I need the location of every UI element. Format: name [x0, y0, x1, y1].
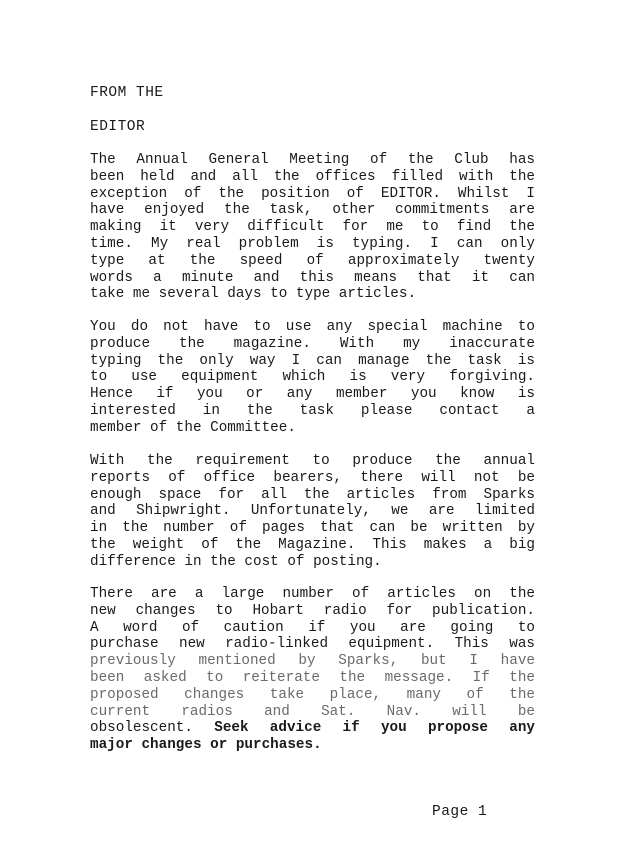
heading-editor: EDITOR: [90, 119, 146, 135]
text-obsolescent: obsolescent.: [90, 720, 193, 737]
text-line: and Shipwright. Unfortunately, we are limited: [90, 503, 535, 520]
text-line: to use equipment which is very forgiving.: [90, 369, 535, 386]
text-line: words a minute and this means that it can: [90, 269, 535, 286]
text-line: the weight of the Magazine. This makes a big: [90, 536, 535, 553]
text-line: Hence if you or any member you know is: [90, 386, 535, 403]
text-line: produce the magazine. With my inaccurate: [90, 335, 535, 352]
text-line: reports of office bearers, there will not be: [90, 469, 535, 486]
text-line: typing the only way I can manage the task is: [90, 352, 535, 369]
text-line: enough space for all the articles from Sparks: [90, 486, 535, 503]
text-line: With the requirement to produce the annual: [90, 453, 535, 469]
text-line: current radios and Sat. Nav. will be: [90, 703, 535, 720]
text-line: making it very difficult for me to find the: [90, 219, 535, 236]
heading-from-the: FROM THE: [90, 85, 164, 101]
text-line: The Annual General Meeting of the Club has: [90, 152, 535, 168]
text-line: previously mentioned by Sparks, but I have: [90, 653, 535, 670]
text-line-mixed: [90, 720, 535, 737]
text-line: been held and all the offices filled with the: [90, 168, 535, 185]
paragraph-agm: [90, 152, 535, 303]
text-line: take me several days to type articles.: [90, 286, 417, 303]
text-line: purchase new radio-linked equipment. This was: [90, 636, 535, 653]
text-line: type at the speed of approximately twenty: [90, 252, 535, 269]
text-line: exception of the position of EDITOR. Whilst I: [90, 185, 535, 202]
text-line: interested in the task please contact a: [90, 402, 535, 419]
paragraph-reports: [90, 453, 535, 571]
text-line: in the number of pages that can be written by: [90, 520, 535, 537]
text-line: been asked to reiterate the message. If the: [90, 669, 535, 686]
text-line: new changes to Hobart radio for publication.: [90, 602, 535, 619]
text-line: time. My real problem is typing. I can only: [90, 235, 535, 252]
paragraph-machine: [90, 319, 535, 437]
paragraph-radio: [90, 586, 535, 754]
text-line: difference in the cost of posting.: [90, 553, 382, 570]
text-line: You do not have to use any special machine to: [90, 319, 535, 335]
text-line: There are a large number of articles on the: [90, 586, 535, 602]
text-line: member of the Committee.: [90, 419, 296, 436]
text-line: proposed changes take place, many of the: [90, 686, 535, 703]
text-line: A word of caution if you are going to: [90, 619, 535, 636]
text-line: have enjoyed the task, other commitments are: [90, 202, 535, 219]
text-advice-bold: Seek advice if you propose any: [214, 720, 535, 737]
page-number: Page 1: [432, 804, 488, 820]
text-line-bold: major changes or purchases.: [90, 737, 322, 754]
